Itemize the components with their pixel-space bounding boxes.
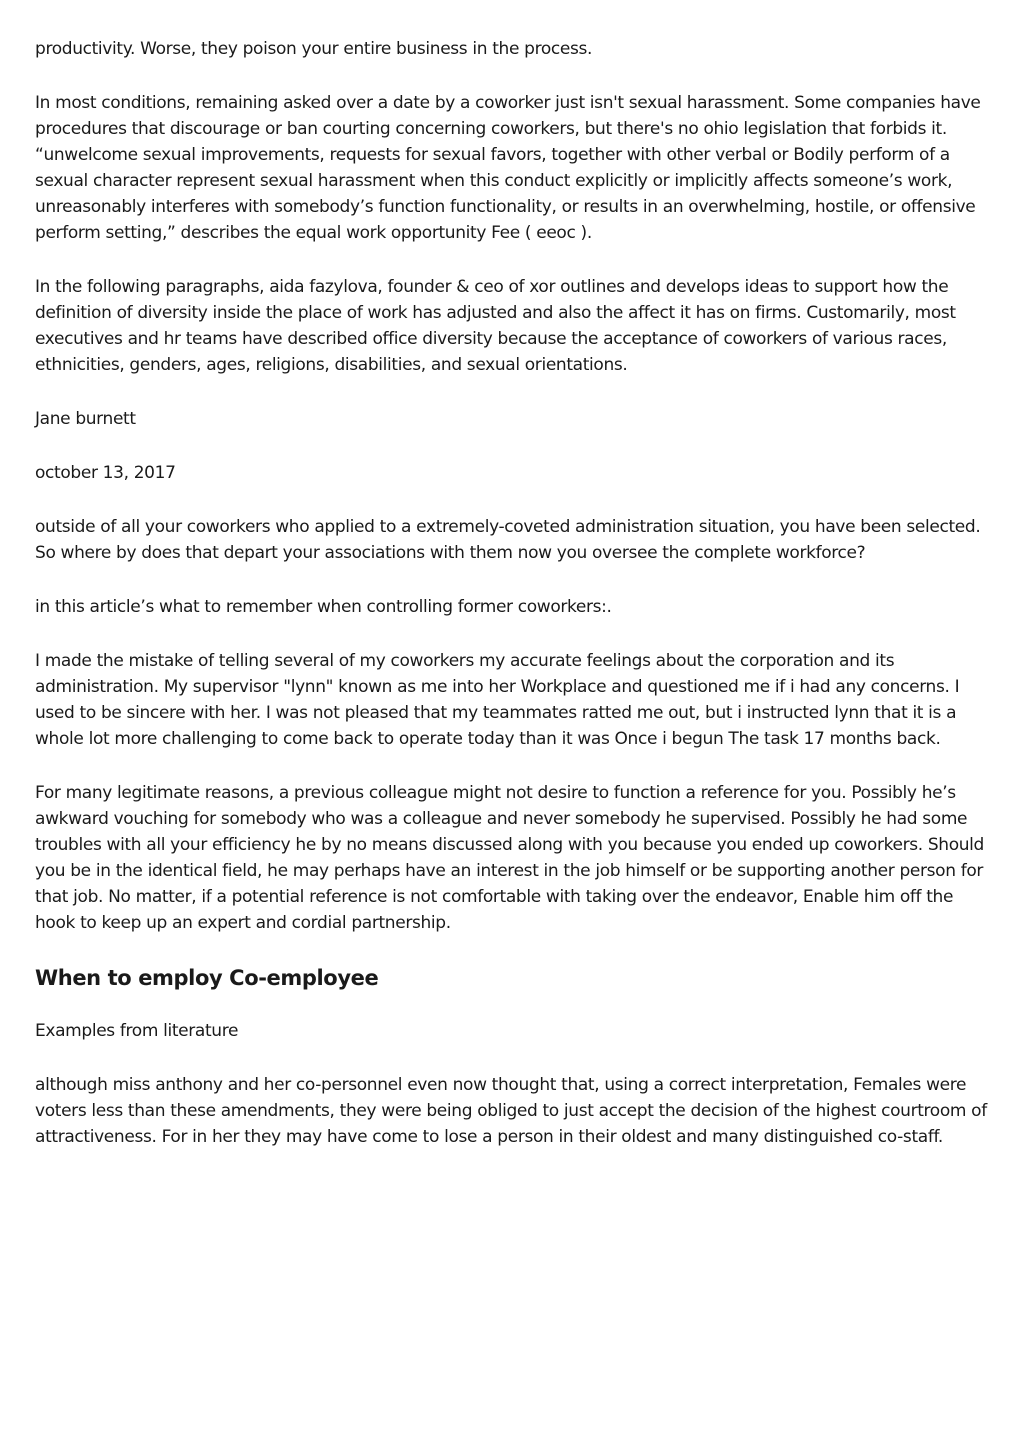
section-heading: When to employ Co-employee	[35, 966, 379, 990]
publish-date: october 13, 2017	[35, 463, 176, 483]
paragraph-diversity: In the following paragraphs, aida fazylova, founder & ceo of xor outlines and develops ideas to support how the definition of diversity inside the place of work has adjusted and also the affect it has on firms. Customarily, most executives and hr teams have described office diversity because the acceptance of coworkers of various races, ethnicities, genders, ages, religions, disabilities, and sexual orientations.	[35, 277, 956, 375]
paragraph-remember: in this article’s what to remember when controlling former coworkers:.	[35, 597, 612, 617]
paragraph-mistake: I made the mistake of telling several of my coworkers my accurate feelings about the corporation and its administration. My supervisor "lynn" known as me into her Workplace and questioned me if i had any concerns. I used to be sincere with her. I was not pleased that my teammates ratted me out, but i instructed lynn that it is a whole lot more challenging to come back to operate today than it was Once i begun The task 17 months back.	[35, 651, 960, 749]
author-name: Jane burnett	[35, 409, 136, 429]
paragraph-harassment: In most conditions, remaining asked over a date by a coworker just isn't sexual harassment. Some companies have procedures that discourage or ban courting concerning coworkers, but there's no ohio legislation that forbids it. “unwelcome sexual improvements, requests for sexual favors, together with other verbal or Bodily perform of a sexual character represent sexual harassment when this conduct explicitly or implicitly affects someone’s work, unreasonably interferes with somebody’s function functionality, or results in an overwhelming, hostile, or offensive perform setting,” describes the equal work opportunity Fee ( eeoc ).	[35, 93, 981, 243]
paragraph-selected: outside of all your coworkers who applied to a extremely-coveted administration situation, you have been selected. So where by does that depart your associations with them now you oversee the complete workforce?	[35, 517, 981, 563]
paragraph-literature: although miss anthony and her co-personnel even now thought that, using a correct interpretation, Females were voters less than these amendments, they were being obliged to just accept the decision of the highest courtroom of attractiveness. For in her they may have come to lose a person in their oldest and many distinguished co-staff.	[35, 1075, 987, 1147]
paragraph-productivity: productivity. Worse, they poison your entire business in the process.	[35, 39, 593, 59]
examples-label: Examples from literature	[35, 1021, 239, 1041]
article-body	[35, 36, 995, 1178]
paragraph-reference: For many legitimate reasons, a previous colleague might not desire to function a reference for you. Possibly he’s awkward vouching for somebody who was a colleague and never somebody he supervised. Possibly he had some troubles with all your efficiency he by no means discussed along with you because you ended up coworkers. Should you be in the identical field, he may perhaps have an interest in the job himself or be supporting another person for that job. No matter, if a potential reference is not comfortable with taking over the endeavor, Enable him off the hook to keep up an expert and cordial partnership.	[35, 783, 984, 933]
